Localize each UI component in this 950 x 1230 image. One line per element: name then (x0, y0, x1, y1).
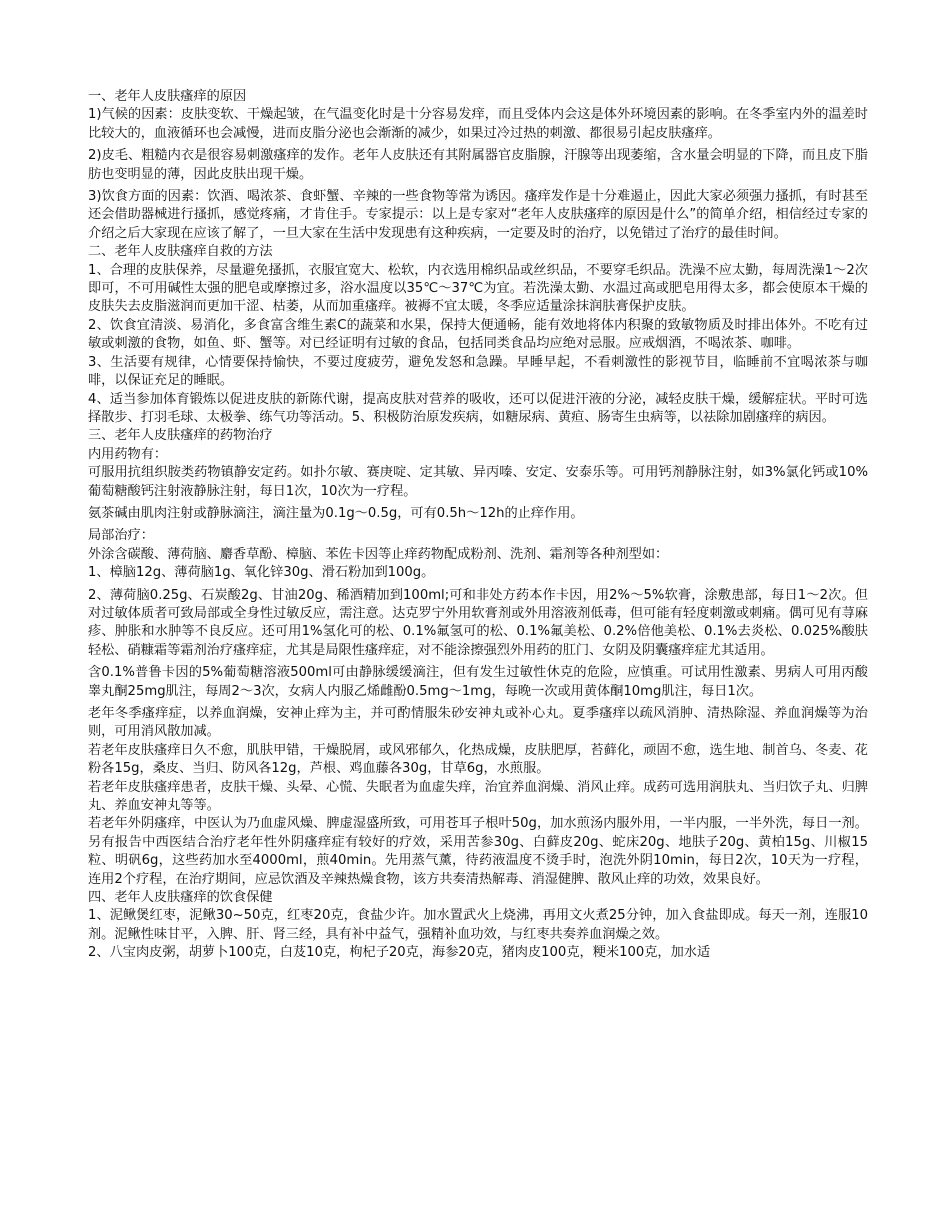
paragraph-topical-agents: 外涂含碳酸、薄荷脑、麝香草酚、樟脑、苯佐卡因等止痒药物配成粉剂、洗剂、霜剂等各种剂型如： (88, 546, 669, 562)
paragraph-exercise: 4、适当参加体育锻炼以促进皮肤的新陈代谢，提高皮肤对营养的吸收，还可以促进汗液的分泌，减轻皮肤干燥，缓解症状。平时可选择散步、打羽毛球、太极拳、练气功等活动。5、积极防治原发疾病，如糖尿病、黄疸、肠寄生虫病等，以祛除加剧瘙痒的病因。 (88, 391, 868, 425)
paragraph-loach-recipe: 1、泥鳅煲红枣，泥鳅30~50克，红枣20克，食盐少许。加水置武火上烧沸，再用文火煮25分钟，加入食盐即成。每天一剂，连服10剂。泥鳅性味甘平，入脾、肝、肾三经，具有补中益气，强精补血功效，与红枣共奏养血润燥之效。 (88, 908, 868, 942)
paragraph-diet-factor: 3)饮食方面的因素：饮酒、喝浓茶、食虾蟹、辛辣的一些食物等常为诱因。瘙痒发作是十分难遏止，因此大家必须强力搔抓，有时甚至还会借助器械进行搔抓，感觉疼痛，才肯住手。专家提示：以上是专家对“老年人皮肤瘙痒的原因是什么”的简单介绍，相信经过专家的介绍之后大家现在应该了解了，一旦大家在生活中发现患有这种疾病，一定要及时的治疗，以免错过了治疗的最佳时间。 (88, 189, 868, 241)
paragraph-clothing-factor: 2)皮毛、粗糙内衣是很容易刺激瘙痒的发作。老年人皮肤还有其附属器官皮脂腺，汗腺等出现萎缩，含水量会明显的下降，而且皮下脂肪也变明显的薄，因此皮肤出现干燥。 (88, 148, 868, 182)
section-heading-drug-treatment: 三、老年人皮肤瘙痒的药物治疗 (88, 428, 273, 444)
subheading-local-treatment: 局部治疗： (88, 528, 154, 544)
paragraph-chronic-pruritus: 若老年皮肤瘙痒日久不愈，肌肤甲错，干燥脱屑，或风邪郁久，化热成燥，皮肤肥厚，苔藓化，顽固不愈，选生地、制首乌、冬麦、花粉各15g，桑皮、当归、防风各12g，芦根、鸡血藤各30g，甘草6g，水煎服。 (88, 742, 868, 777)
paragraph-aminophylline: 氨茶碱由肌肉注射或静脉滴注，滴注量为0.1g～0.5g，可有0.5h～12h的止痒作用。 (88, 505, 584, 521)
paragraph-skin-care: 1、合理的皮肤保养，尽量避免搔抓，衣服宜宽大、松软，内衣选用棉织品或丝织品，不要穿毛织品。洗澡不应太勤，每周洗澡1～2次即可，不可用碱性太强的肥皂或摩擦过多，浴水温度以35℃～37℃为宜。若洗澡太勤、水温过高或肥皂用得太多，都会使原本干燥的皮肤失去皮脂滋润而更加干涩、枯萎，从而加重瘙痒。被褥不宜太暖，冬季应适量涂抹润肤膏保护皮肤。 (88, 262, 868, 315)
paragraph-lifestyle: 3、生活要有规律，心情要保持愉快，不要过度疲劳，避免发怒和急躁。早睡早起，不看刺激性的影视节目，临睡前不宜喝浓茶与咖啡，以保证充足的睡眠。 (88, 354, 868, 389)
paragraph-vulvar-pruritus: 若老年外阴瘙痒，中医认为乃血虚风燥、脾虚湿盛所致，可用苍耳子根叶50g，加水煎汤内服外用，一半内服，一半外洗，每日一剂。另有报告中西医结合治疗老年性外阴瘙痒症有较好的疗效，采用苦参30g、白藓皮20g、蛇床20g、地肤子20g、黄柏15g、川椒15粒、明矾6g，这些药加水至4000ml，煎40min。先用蒸气薰，待药液温度不烫手时，泡洗外阴10min，每日2次，10天为一疗程，连用2个疗程，在治疗期间，应忌饮酒及辛辣热燥食物，该方共奏清热解毒、消湿健脾、散风止痒的功效，效果良好。 (88, 816, 868, 887)
subheading-internal-medicine: 内用药物有： (88, 446, 168, 462)
paragraph-formula-2: 2、薄荷脑0.25g、石炭酸2g、甘油20g、稀酒精加到100ml;可和非处方药本作卡因，用2%～5%软膏，涂敷患部，每日1～2次。但对过敏体质者可致局部或全身性过敏反应，需注意。达克罗宁外用软膏剂或外用溶液剂低毒，但可能有轻度刺激或刺痛。偶可见有荨麻疹、肿胀和水肿等不良反应。还可用1%氢化可的松、0.1%氟氢可的松、0.1%氟美松、0.2%倍他美松、0.1%去炎松、0.025%酸肤轻松、硝糠霜等霜剂治疗瘙痒症，尤其是局限性瘙痒症，对不能涂擦强烈外用药的肛门、女阴及阴囊瘙痒症尤其适用。 (88, 587, 868, 658)
paragraph-winter-pruritus: 老年冬季瘙痒症，以养血润燥，安神止痒为主，并可酌情服朱砂安神丸或补心丸。夏季瘙痒以疏风消肿、清热除湿、养血润燥等为治则，可用消风散加减。 (88, 706, 868, 740)
paragraph-procaine: 含0.1%普鲁卡因的5%葡萄糖溶液500ml可由静脉缓缓滴注，但有发生过敏性休克的危险，应慎重。可试用性激素、男病人可用丙酸睾丸酮25mg肌注，每周2～3次，女病人内服乙烯雌酚0.5mg～1mg，每晚一次或用黄体酮10mg肌注，每日1次。 (88, 665, 868, 699)
paragraph-blood-deficiency: 若老年皮肤瘙痒患者，皮肤干燥、头晕、心慌、失眠者为血虚失痒，治宜养血润燥、消风止痒。成药可选用润肤丸、当归饮子丸、归脾丸、养血安神丸等等。 (88, 779, 868, 814)
paragraph-antihistamines: 可服用抗组织胺类药物镇静安定药。如扑尔敏、赛庚啶、定其敏、异丙嗪、安定、安泰乐等。可用钙剂静脉注射，如3%氯化钙或10%葡萄糖酸钙注射液静脉注射，每日1次，10次为一疗程。 (88, 465, 868, 499)
paragraph-diet-advice: 2、饮食宜清淡、易消化，多食富含维生素C的蔬菜和水果，保持大便通畅，能有效地将体内积聚的致敏物质及时排出体外。不吃有过敏或刺激的食物，如鱼、虾、蟹等。对已经证明有过敏的食品，包括同类食品均应绝对忌服。应戒烟酒，不喝浓茶、咖啡。 (88, 317, 868, 352)
section-heading-self-help: 二、老年人皮肤瘙痒自救的方法 (88, 244, 273, 260)
section-heading-diet: 四、老年人皮肤瘙痒的饮食保健 (88, 890, 273, 906)
section-heading-causes: 一、老年人皮肤瘙痒的原因 (88, 89, 247, 104)
paragraph-formula-1: 1、樟脑12g、薄荷脑1g、氧化锌30g、滑石粉加到100g。 (88, 565, 435, 581)
paragraph-porridge-recipe: 2、八宝肉皮粥，胡萝卜100克，白芨10克，枸杞子20克，海参20克，猪肉皮100克，粳米100克，加水适 (88, 945, 711, 961)
paragraph-climate-factor: 1)气候的因素：皮肤变软、干燥起皱，在气温变化时是十分容易发痒，而且受体内会这是体外环境因素的影响。在冬季室内外的温差时比较大的，血液循环也会减慢，进而皮脂分泌也会渐渐的减少，如果过冷过热的刺激、都很易引起皮肤瘙痒。 (88, 107, 868, 141)
document-page (88, 88, 868, 963)
